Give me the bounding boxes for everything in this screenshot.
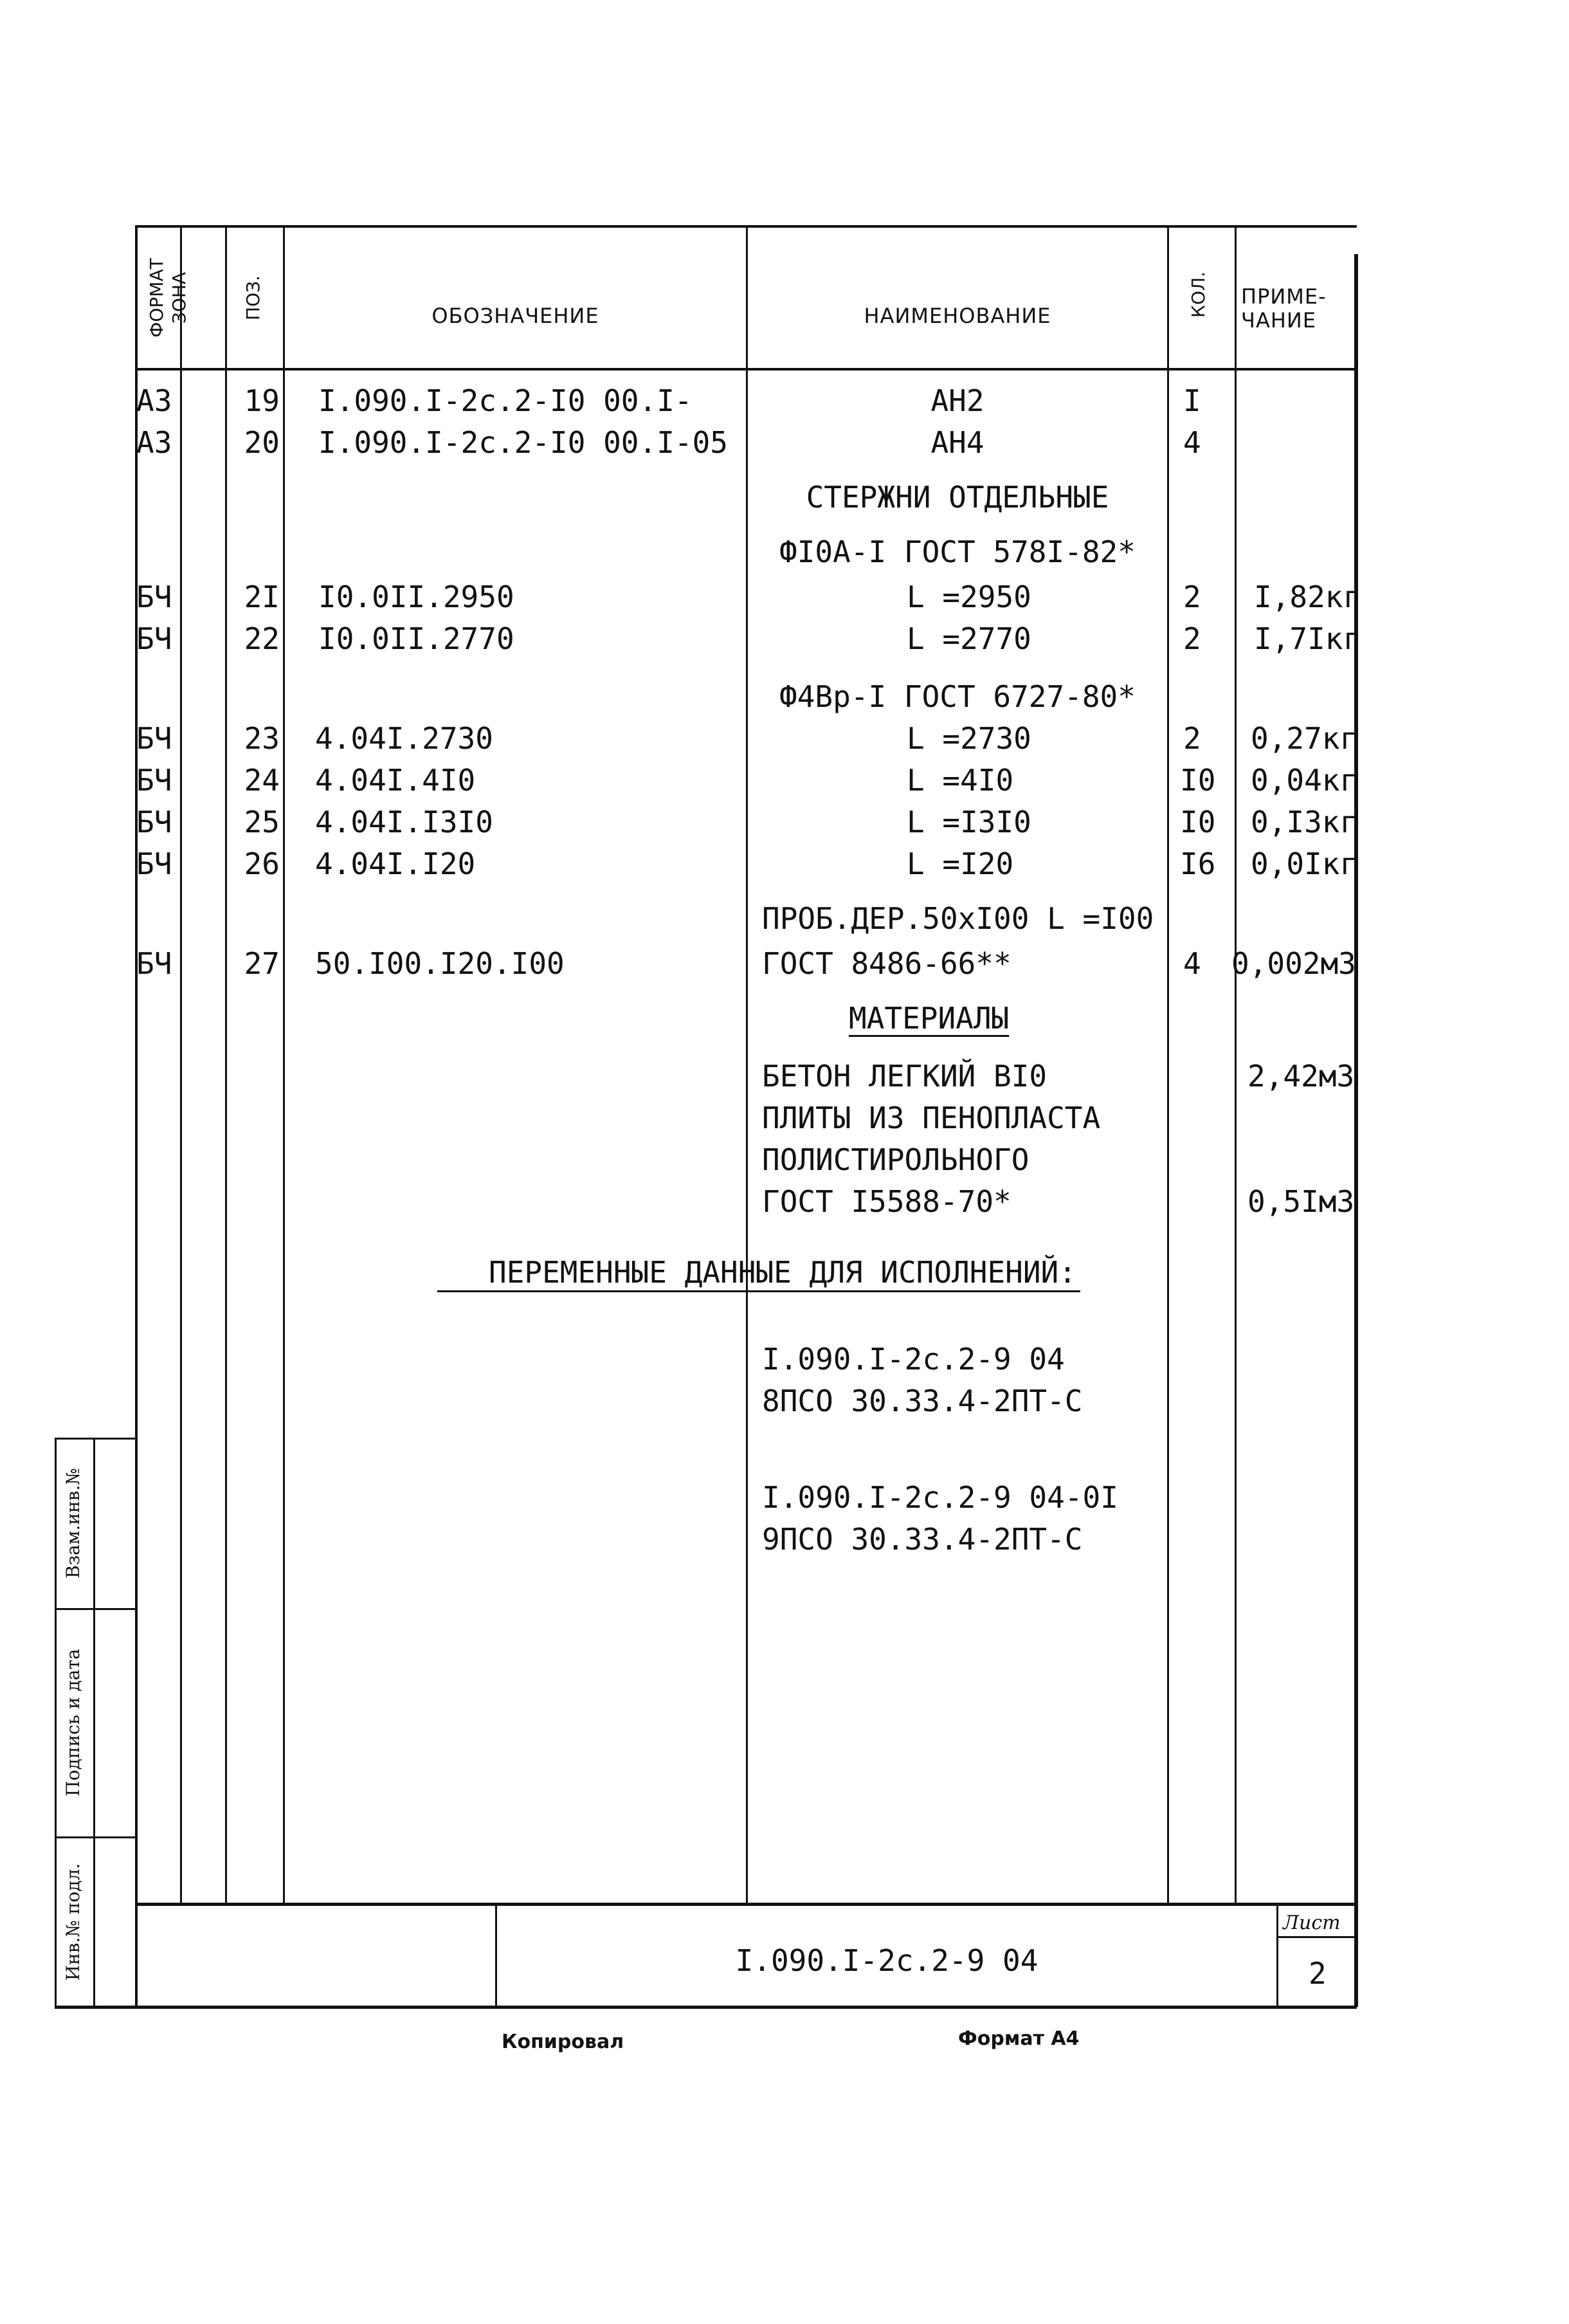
stamp-sign-date: Подпись и дата — [62, 1649, 84, 1797]
row-23-note: 0,27кг — [1251, 721, 1358, 756]
sheet-number: 2 — [1309, 1956, 1327, 1991]
row-20-pos: 20 — [244, 425, 280, 460]
frame-left — [135, 225, 138, 2007]
row-23-format: БЧ — [136, 721, 172, 756]
col-sep-name — [746, 225, 748, 1904]
row-25-note: 0,I3кг — [1251, 805, 1358, 839]
row-23-designation: 4.04I.2730 — [315, 721, 493, 756]
variant-2-product: 9ПСО 30.33.4-2ПТ-С — [762, 1522, 1083, 1557]
row-24-qty: I0 — [1180, 763, 1216, 798]
material-foam-3: ГОСТ I5588-70* — [762, 1184, 1011, 1219]
col-sep-designation — [283, 225, 285, 1904]
material-concrete-note: 2,42м3 — [1247, 1059, 1355, 1093]
stamp-inv-podl: Инв.№ подл. — [62, 1863, 84, 1981]
title-block-doc-code: I.090.I-2c.2-9 04 — [735, 1943, 1038, 1978]
row-21-note: I,82кг — [1254, 580, 1361, 614]
row-25-pos: 25 — [244, 805, 280, 839]
row-27-note: 0,002м3 — [1231, 946, 1356, 981]
row-27-name: ГОСТ 8486-66** — [762, 946, 1011, 981]
footer-copied: Копировал — [502, 2031, 624, 2053]
row-27-designation: 50.I00.I20.I00 — [315, 946, 565, 981]
sheet-label: Лист — [1283, 1912, 1341, 1934]
row-24-pos: 24 — [244, 763, 280, 798]
row-23-qty: 2 — [1183, 721, 1201, 756]
row-26-designation: 4.04I.I20 — [315, 846, 476, 881]
row-22-pos: 22 — [244, 621, 280, 656]
row-27-format: БЧ — [136, 946, 172, 981]
row-19-name: АН2 — [930, 383, 984, 418]
col-sep-qty — [1167, 225, 1169, 1904]
row-24-designation: 4.04I.4I0 — [315, 763, 476, 798]
frame-right — [1354, 254, 1358, 2007]
row-25-name: L =I3I0 — [907, 805, 1031, 839]
row-25-format: БЧ — [136, 805, 172, 839]
row-19-format: А3 — [136, 383, 172, 418]
row-22-note: I,7Iкг — [1254, 621, 1361, 656]
header-format: ФОРМАТ — [146, 258, 167, 338]
row-26-format: БЧ — [136, 846, 172, 881]
col-sep-note — [1235, 225, 1237, 1904]
row-20-designation: I.090.I-2c.2-I0 00.I-05 — [318, 425, 728, 460]
variant-1-code: I.090.I-2c.2-9 04 — [762, 1342, 1065, 1377]
row-21-designation: I0.0II.2950 — [318, 580, 514, 614]
row-22-designation: I0.0II.2770 — [318, 621, 514, 656]
col-sep-pos — [225, 225, 227, 1904]
header-zone: ЗОНА — [168, 271, 190, 324]
row-26-note: 0,0Iкг — [1251, 846, 1358, 881]
side-stamp-sep1 — [55, 1608, 137, 1610]
row-22-qty: 2 — [1183, 621, 1201, 656]
title-block-top — [135, 1903, 1357, 1906]
material-foam-2: ПОЛИСТИРОЛЬНОГО — [762, 1142, 1029, 1177]
footer-format: Формат А4 — [958, 2027, 1080, 2050]
variable-data-heading: ПЕРЕМЕННЫЕ ДАННЫЕ ДЛЯ ИСПОЛНЕНИЙ: — [489, 1255, 1076, 1290]
material-concrete: БЕТОН ЛЕГКИЙ ВI0 — [762, 1059, 1048, 1093]
sheet-label-line — [1276, 1936, 1357, 1938]
row-26-pos: 26 — [244, 846, 280, 881]
row-26-name: L =I20 — [907, 846, 1014, 881]
header-designation: ОБОЗНАЧЕНИЕ — [431, 304, 599, 328]
row-25-qty: I0 — [1180, 805, 1216, 839]
row-19-pos: 19 — [244, 383, 280, 418]
title-block-sep2 — [1276, 1903, 1278, 2006]
row-19-designation: I.090.I-2c.2-I0 00.I- — [318, 383, 693, 418]
row-23-name: L =2730 — [907, 721, 1031, 756]
row-23-pos: 23 — [244, 721, 280, 756]
rods-gost-2: Ф4Вр-I ГОСТ 6727-80* — [779, 679, 1136, 714]
row-21-name: L =2950 — [907, 580, 1031, 614]
header-note-1: ПРИМЕ- — [1241, 284, 1327, 309]
row-19-qty: I — [1183, 383, 1201, 418]
header-pos: ПОЗ. — [242, 275, 264, 320]
variant-2-code: I.090.I-2c.2-9 04-0I — [762, 1480, 1118, 1515]
row-20-name: АН4 — [930, 425, 984, 460]
material-foam-1: ПЛИТЫ ИЗ ПЕНОПЛАСТА — [762, 1101, 1101, 1135]
row-21-qty: 2 — [1183, 580, 1201, 614]
variant-1-product: 8ПСО 30.33.4-2ПТ-С — [762, 1384, 1083, 1418]
side-stamp-left — [55, 1438, 57, 2007]
row-27-pos: 27 — [244, 946, 280, 981]
row-24-name: L =4I0 — [907, 763, 1014, 798]
row-22-name: L =2770 — [907, 621, 1031, 656]
header-qty: КОЛ. — [1188, 271, 1209, 318]
materials-heading: МАТЕРИАЛЫ — [849, 1001, 1010, 1036]
title-block-bottom — [55, 2006, 1357, 2009]
side-stamp-mid — [93, 1438, 95, 2007]
row-20-qty: 4 — [1183, 425, 1201, 460]
row-20-format: А3 — [136, 425, 172, 460]
row-24-format: БЧ — [136, 763, 172, 798]
row-25-designation: 4.04I.I3I0 — [315, 805, 493, 839]
col-sep-zone — [180, 225, 182, 1904]
row-21-format: БЧ — [136, 580, 172, 614]
row-24-note: 0,04кг — [1251, 763, 1358, 798]
row-21-pos: 2I — [244, 580, 280, 614]
row-26-qty: I6 — [1180, 846, 1216, 881]
row-27-qty: 4 — [1183, 946, 1201, 981]
stamp-inv-zam: Взам.инв.№ — [62, 1468, 84, 1578]
rods-gost-1: ФI0А-I ГОСТ 578I-82* — [779, 535, 1136, 569]
variable-data-underline — [437, 1290, 1080, 1292]
wood-plug-name: ПРОБ.ДЕР.50хI00 L =I00 — [762, 901, 1154, 936]
header-name: НАИМЕНОВАНИЕ — [864, 304, 1051, 328]
material-foam-note: 0,5Iм3 — [1247, 1184, 1355, 1219]
header-note-2: ЧАНИЕ — [1241, 308, 1317, 333]
row-22-format: БЧ — [136, 621, 172, 656]
section-rods-heading: СТЕРЖНИ ОТДЕЛЬНЫЕ — [806, 480, 1109, 515]
